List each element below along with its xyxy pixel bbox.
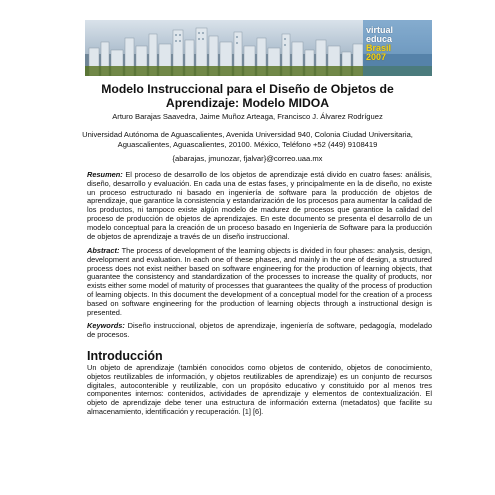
abstract-text: The process of development of the learning objects is divided in four phases: analysis, design, development and evaluation. In each one of these phases, and mainly in the one of design, a structured process does not exist neither based on software engineering for the production of learning objects, that guarantee the consistency and standardization of the processes to increase the quality of products, nor exists either some model of maturity of processes that guarantees the quality of the process of production of learning objects. In this document the development of a conceptual model for the creation of a process based on software engineering for the production of learning objects through a instructional design is presented. [87,246,433,317]
logo-line: virtual [366,25,394,35]
paper-title: Modelo Instruccional para el Diseño de Objetos de Aprendizaje: Modelo MIDOA [101,82,394,110]
virtual-educa-logo [366,26,428,62]
affiliation: Universidad Autónoma de Aguascalientes, Avenida Universidad 940, Colonia Ciudad Universitaria, Aguascalientes, Aguascalientes, 20100. México, Teléfono +52 (449) 9108419 [82,130,413,149]
keywords-paragraph [87,322,432,340]
intro-paragraph: Un objeto de aprendizaje (también conocidos como objetos de contenido, objetos de conocimiento, objetos reutilizables de información, y objetos reutilizables de aprendizaje) es un conjunto de recursos digitales, autocontenible y reutilizable, con un propósito educativo y constituido por al menos tres componentes internos: contenidos, actividades de aprendizaje y elementos de contextualización. El objeto de aprendizaje debe tener una estructura de información externa (metadatos) que facilite su almacenamiento, identificación y recuperación. [1] [6]. [87,363,432,416]
section-heading: Introducción [87,349,163,363]
keywords-label: Keywords: [87,321,125,330]
keywords-text: Diseño instruccional, objetos de aprendizaje, ingeniería de software, pedagogía, modelado de procesos. [87,321,432,339]
logo-line: Brasil [366,43,392,53]
resumen-text: El proceso de desarrollo de los objetos de aprendizaje está divido en cuatro fases: análisis, diseño, desarrollo y evaluación. En cada una de estas fases, y principalmente en la de diseño, no existe un proceso estructurado ni basado en ingeniería de software para la producción de objetos de aprendizaje, que garantice la consistencia y estandarización de los procesos para aumentar la calidad de los productos, ni tampoco existe algún modelo de madurez de procesos que garantice la calidad del proceso de producción de objetos de aprendizajes. En este documento se presenta el desarrollo de un modelo conceptual para la creación de un proceso basado en Ingeniería de Software para la producción de objetos de aprendizaje a través de un diseño instruccional. [87,170,432,241]
author-list: Arturo Barajas Saavedra, Jaime Muñoz Arteaga, Francisco J. Álvarez Rodríguez [112,112,383,121]
logo-line: 2007 [366,52,387,62]
resumen-label: Resumen: [87,170,123,179]
logo-line: educa [366,34,393,44]
abstract-paragraph [87,247,432,317]
resumen-paragraph [87,171,432,241]
abstract-label: Abstract: [87,246,120,255]
contact-email: {abarajas, jmunozar, fjalvar}@correo.uaa.mx [172,154,323,163]
header-banner [85,20,432,76]
